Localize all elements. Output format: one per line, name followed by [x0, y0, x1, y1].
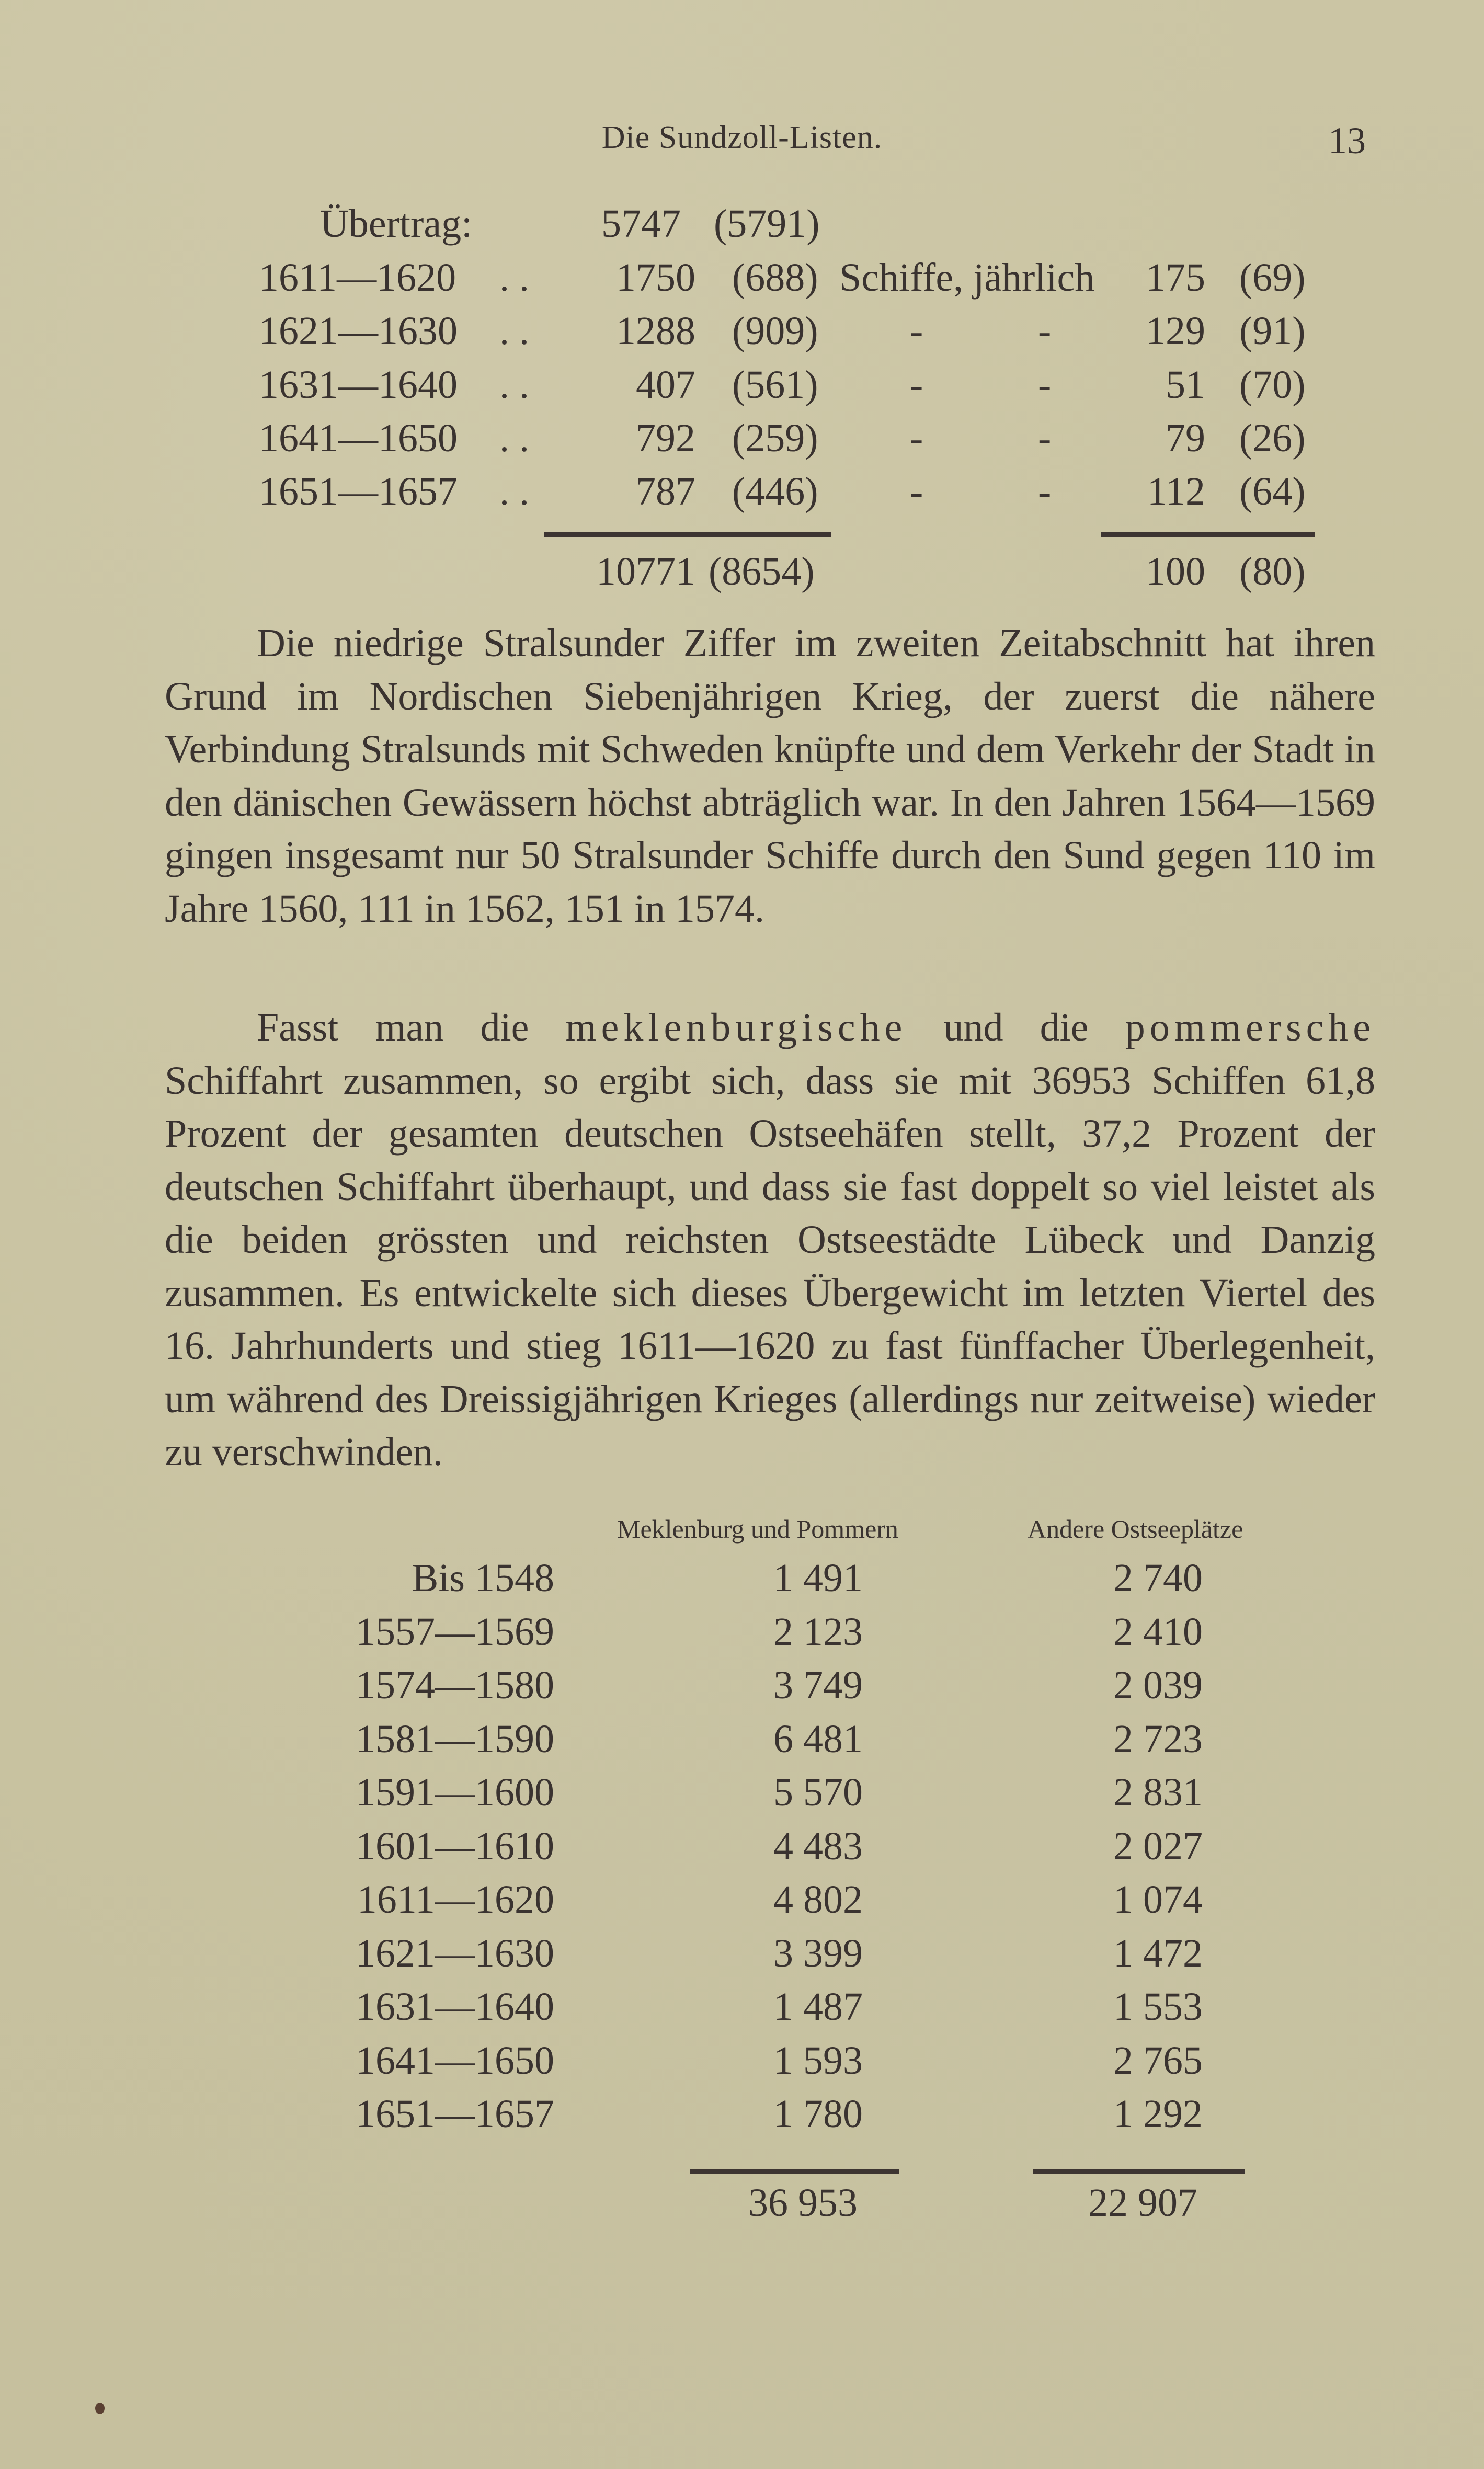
paragraph-mid: und die	[943, 1005, 1089, 1049]
other-ports-value: 1 553	[1113, 1985, 1203, 2029]
carry-label: Übertrag:	[320, 202, 473, 246]
total: 787	[636, 470, 695, 513]
period: 1651—1657	[259, 470, 458, 513]
total: 1288	[616, 309, 695, 353]
paragraph-stralsund	[165, 617, 1375, 935]
other-ports-value: 2 740	[1113, 1556, 1203, 1600]
other-ports-value: 2 723	[1113, 1717, 1203, 1761]
other-ports-value: 2 831	[1113, 1770, 1203, 1814]
meklenburg-pommern-value: 1 593	[773, 2039, 863, 2083]
carry-total: 5747	[601, 202, 681, 246]
paper-blemish	[95, 2403, 105, 2414]
ditto-mark: -	[1038, 363, 1052, 407]
period: Bis 1548	[412, 1556, 554, 1600]
table-row	[0, 1717, 1484, 1769]
table-row	[0, 1609, 1484, 1662]
period: 1574—1580	[356, 1663, 554, 1707]
column-header-other-ports: Andere Ostseeplätze	[1028, 1514, 1243, 1544]
table-row	[0, 469, 1484, 521]
sum-rule	[690, 2169, 899, 2174]
paragraph-text: Schiffahrt zusammen, so ergibt sich, dass sie mit 36953 Schiffen 61,8 Prozent der gesamten deutschen Ostseehäfen stellt, 37,2 Prozent der deutschen Schiffahrt überhaupt, und dass sie fast doppelt so viel leistet als die beiden grössten und reichsten Ostseestädte Lübeck und Danzig zusammen. Es entwickelte sich dieses Übergewicht im letzten Viertel des 16. Jahrhunderts und stieg 1611—1620 zu fast fünffacher Überlegenheit, um während des Dreissigjährigen Krieges (allerdings nur zeitweise) wieder zu verschwinden.	[165, 1058, 1375, 1474]
period: 1621—1630	[356, 1931, 554, 1975]
table-row	[0, 308, 1484, 361]
ditto-mark: -	[910, 363, 923, 407]
paragraph-text: Die niedrige Stralsunder Ziffer im zweiten Zeitabschnitt hat ihren Grund im Nordischen Siebenjährigen Krieg, der zuerst die nähere Verbindung Stralsunds mit Schweden knüpfte und dem Verkehr der Stadt in den dänischen Gewässern höchst abträglich war. In den Jahren 1564—1569 gingen insgesamt nur 50 Stralsunder Schiffe durch den Sund gegen 110 im Jahre 1560, 111 in 1562, 151 in 1574.	[165, 621, 1375, 931]
paragraph-meklenburg-pommern	[165, 1001, 1375, 1479]
carry-over-row	[0, 201, 1484, 254]
annual-paren: (69)	[1239, 256, 1306, 300]
table-row	[0, 1556, 1484, 1608]
ditto-mark: -	[910, 416, 923, 460]
other-ports-value: 1 472	[1113, 1931, 1203, 1975]
meklenburg-pommern-value: 3 749	[773, 1663, 863, 1707]
leader-dots: . .	[499, 416, 529, 460]
period: 1601—1610	[356, 1824, 554, 1868]
sum-total-paren: (8654)	[709, 550, 815, 593]
period: 1621—1630	[259, 309, 458, 353]
annual-paren: (70)	[1239, 363, 1306, 407]
other-ports-value: 1 292	[1113, 2092, 1203, 2136]
annual: 129	[1146, 309, 1205, 353]
table-row	[0, 1663, 1484, 1715]
paragraph-lead: Fasst man die	[257, 1005, 529, 1049]
ditto-mark: -	[910, 309, 923, 353]
meklenburg-pommern-value: 2 123	[773, 1610, 863, 1654]
period: 1631—1640	[356, 1985, 554, 2029]
ditto-mark: -	[1038, 309, 1052, 353]
table-row	[0, 416, 1484, 468]
total-paren: (688)	[732, 256, 818, 300]
table-row	[0, 1931, 1484, 1983]
emphasis-pommersche: pommersche	[1125, 1005, 1376, 1049]
table-row	[0, 1770, 1484, 1822]
page-number: 13	[1328, 120, 1366, 162]
unit-label: Schiffe, jährlich	[839, 256, 1095, 300]
total-paren: (446)	[732, 470, 818, 513]
table-row	[0, 362, 1484, 415]
sum-rule	[544, 532, 831, 537]
leader-dots: . .	[499, 256, 529, 300]
other-ports-value: 2 039	[1113, 1663, 1203, 1707]
annual-paren: (26)	[1239, 416, 1306, 460]
column-header-meklenburg-pommern: Meklenburg und Pommern	[617, 1514, 898, 1544]
table-row	[0, 2038, 1484, 2090]
total: 1750	[616, 256, 695, 300]
other-ports-value: 1 074	[1113, 1878, 1203, 1922]
period: 1631—1640	[259, 363, 458, 407]
annual: 112	[1147, 470, 1205, 513]
other-ports-value: 2 027	[1113, 1824, 1203, 1868]
meklenburg-pommern-value: 4 802	[773, 1878, 863, 1922]
meklenburg-pommern-total: 36 953	[748, 2181, 858, 2225]
ditto-mark: -	[1038, 470, 1052, 513]
sum-annual-paren: (80)	[1239, 550, 1306, 593]
sum-rule	[1101, 532, 1315, 537]
meklenburg-pommern-value: 5 570	[773, 1770, 863, 1814]
period: 1557—1569	[356, 1610, 554, 1654]
table-row	[0, 1984, 1484, 2037]
total-paren: (561)	[732, 363, 818, 407]
table-row	[0, 2091, 1484, 2144]
other-ports-value: 2 410	[1113, 1610, 1203, 1654]
leader-dots: . .	[499, 363, 529, 407]
carry-paren: (5791)	[714, 202, 820, 246]
sum-total: 10771	[596, 550, 695, 593]
total: 792	[636, 416, 695, 460]
sum-row	[0, 549, 1484, 601]
ditto-mark: -	[1038, 416, 1052, 460]
sum-rule	[1033, 2169, 1245, 2174]
table-row	[0, 1824, 1484, 1876]
period: 1641—1650	[356, 2039, 554, 2083]
totals-row	[0, 2180, 1484, 2233]
meklenburg-pommern-value: 1 487	[773, 1985, 863, 2029]
meklenburg-pommern-value: 3 399	[773, 1931, 863, 1975]
table-row	[0, 255, 1484, 307]
period: 1651—1657	[356, 2092, 554, 2136]
meklenburg-pommern-value: 4 483	[773, 1824, 863, 1868]
period: 1581—1590	[356, 1717, 554, 1761]
meklenburg-pommern-value: 1 491	[773, 1556, 863, 1600]
table-row	[0, 1877, 1484, 1929]
emphasis-meklenburgische: meklenburgische	[565, 1005, 907, 1049]
period: 1641—1650	[259, 416, 458, 460]
total-paren: (909)	[732, 309, 818, 353]
total-paren: (259)	[732, 416, 818, 460]
annual-paren: (64)	[1239, 470, 1306, 513]
ditto-mark: -	[910, 470, 923, 513]
annual: 79	[1166, 416, 1205, 460]
total: 407	[636, 363, 695, 407]
annual-paren: (91)	[1239, 309, 1306, 353]
leader-dots: . .	[499, 309, 529, 353]
period: 1611—1620	[259, 256, 456, 300]
leader-dots: . .	[499, 470, 529, 513]
other-ports-value: 2 765	[1113, 2039, 1203, 2083]
running-head: Die Sundzoll-Listen.	[601, 120, 883, 155]
annual: 51	[1166, 363, 1205, 407]
period: 1611—1620	[357, 1878, 554, 1922]
period: 1591—1600	[356, 1770, 554, 1814]
other-ports-total: 22 907	[1088, 2181, 1197, 2225]
sum-annual: 100	[1146, 550, 1205, 593]
meklenburg-pommern-value: 1 780	[773, 2092, 863, 2136]
annual: 175	[1146, 256, 1205, 300]
meklenburg-pommern-value: 6 481	[773, 1717, 863, 1761]
